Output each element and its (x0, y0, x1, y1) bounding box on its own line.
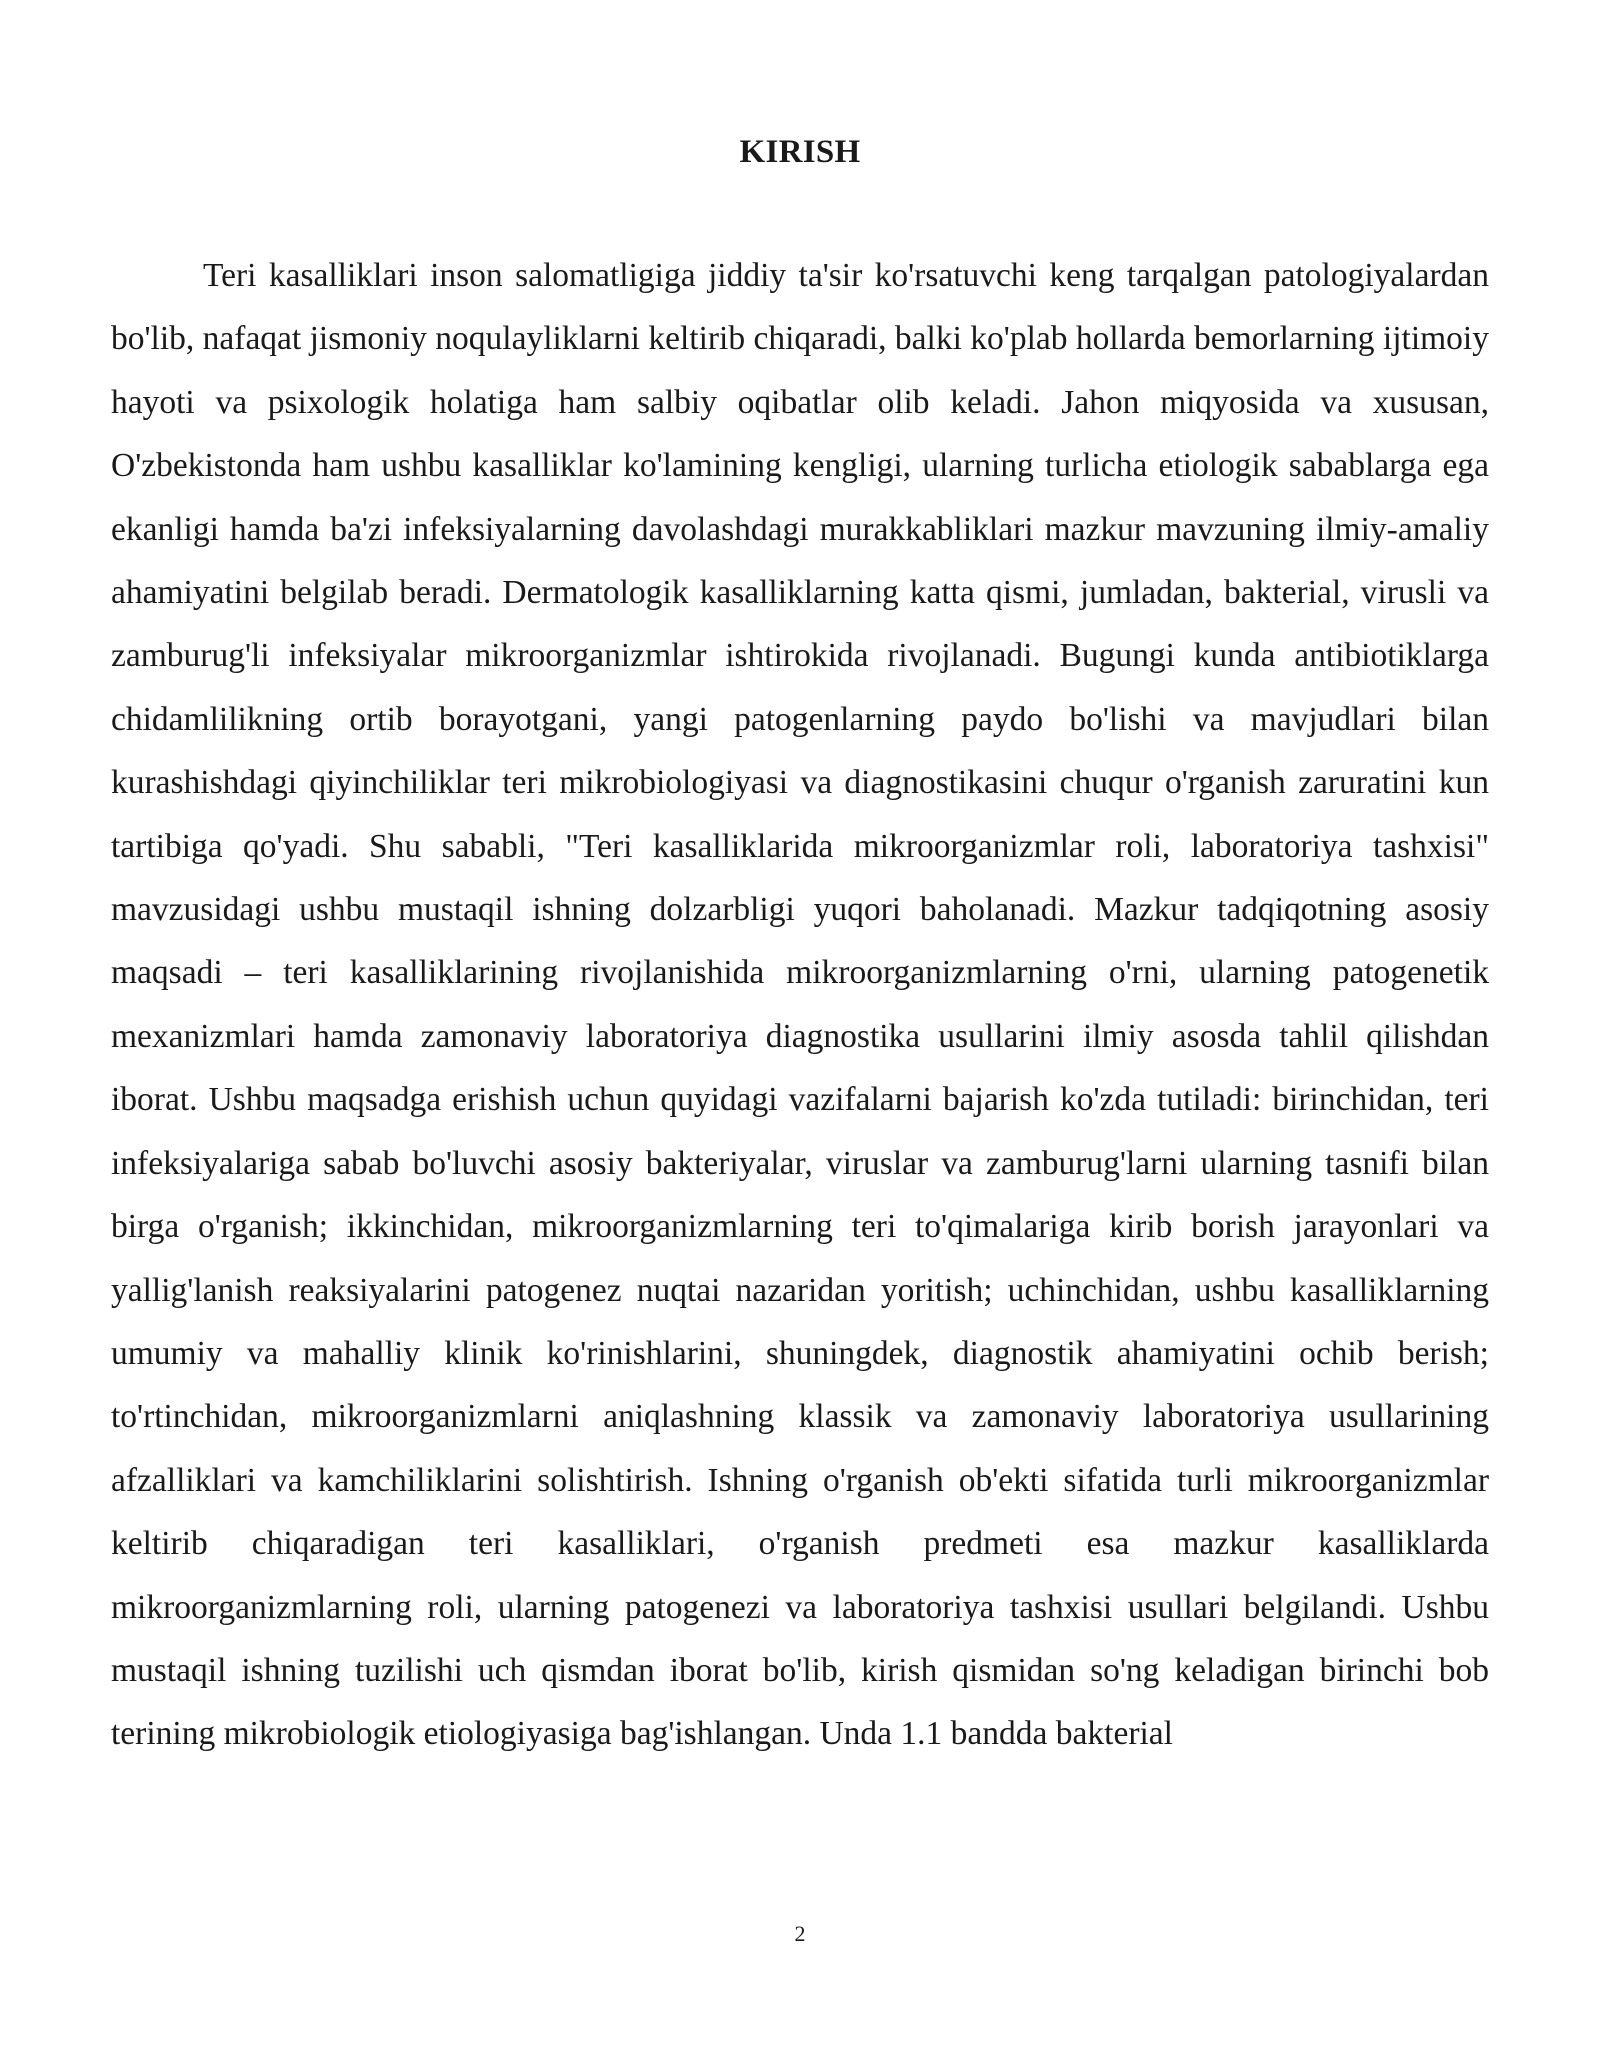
page-title: KIRISH (739, 134, 861, 171)
body-paragraph: Teri kasalliklari inson salomatligiga jiddiy ta'sir ko'rsatuvchi keng tarqalgan patologiyalardan bo'lib, nafaqat jismoniy noqulayliklarni keltirib chiqaradi, balki ko'plab hollarda bemorlarning ijtimoiy hayoti va psixologik holatiga ham salbiy oqibatlar olib keladi. Jahon miqyosida va xususan, O'zbekistonda ham ushbu kasalliklar ko'lamining kengligi, ularning turlicha etiologik sabablarga ega ekanligi hamda ba'zi infeksiyalarning davolashdagi murakkabliklari mazkur mavzuning ilmiy-amaliy ahamiyatini belgilab beradi. Dermatologik kasalliklarning katta qismi, jumladan, bakterial, virusli va zamburug'li infeksiyalar mikroorganizmlar ishtirokida rivojlanadi. Bugungi kunda antibiotiklarga chidamlilikning ortib borayotgani, yangi patogenlarning paydo bo'lishi va mavjudlari bilan kurashishdagi qiyinchiliklar teri mikrobiologiyasi va diagnostikasini chuqur o'rganish zaruratini kun tartibiga qo'yadi. Shu sababli, "Teri kasalliklarida mikroorganizmlar roli, laboratoriya tashxisi" mavzusidagi ushbu mustaqil ishning dolzarbligi yuqori baholanadi. Mazkur tadqiqotning asosiy maqsadi – teri kasalliklarining rivojlanishida mikroorganizmlarning o'rni, ularning patogenetik mexanizmlari hamda zamonaviy laboratoriya diagnostika usullarini ilmiy asosda tahlil qilishdan iborat. Ushbu maqsadga erishish uchun quyidagi vazifalarni bajarish ko'zda tutiladi: birinchidan, teri infeksiyalariga sabab bo'luvchi asosiy bakteriyalar, viruslar va zamburug'larni ularning tasnifi bilan birga o'rganish; ikkinchidan, mikroorganizmlarning teri to'qimalariga kirib borish jarayonlari va yallig'lanish reaksiyalarini patogenez nuqtai nazaridan yoritish; uchinchidan, ushbu kasalliklarning umumiy va mahalliy klinik ko'rinishlarini, shuningdek, diagnostik ahamiyatini ochib berish; to'rtinchidan, mikroorganizmlarni aniqlashning klassik va zamonaviy laboratoriya usullarining afzalliklari va kamchiliklarini solishtirish. Ishning o'rganish ob'ekti sifatida turli mikroorganizmlar keltirib chiqaradigan teri kasalliklari, o'rganish predmeti esa mazkur kasalliklarda mikroorganizmlarning roli, ularning patogenezi va laboratoriya tashxisi usullari belgilandi. Ushbu mustaqil ishning tuzilishi uch qismdan iborat bo'lib, kirish qismidan so'ng keladigan birinchi bob terining mikrobiologik etiologiyasiga bag'ishlangan. Unda 1.1 bandda bakterial (111, 257, 1489, 1753)
page-number: 2 (794, 1921, 806, 1946)
